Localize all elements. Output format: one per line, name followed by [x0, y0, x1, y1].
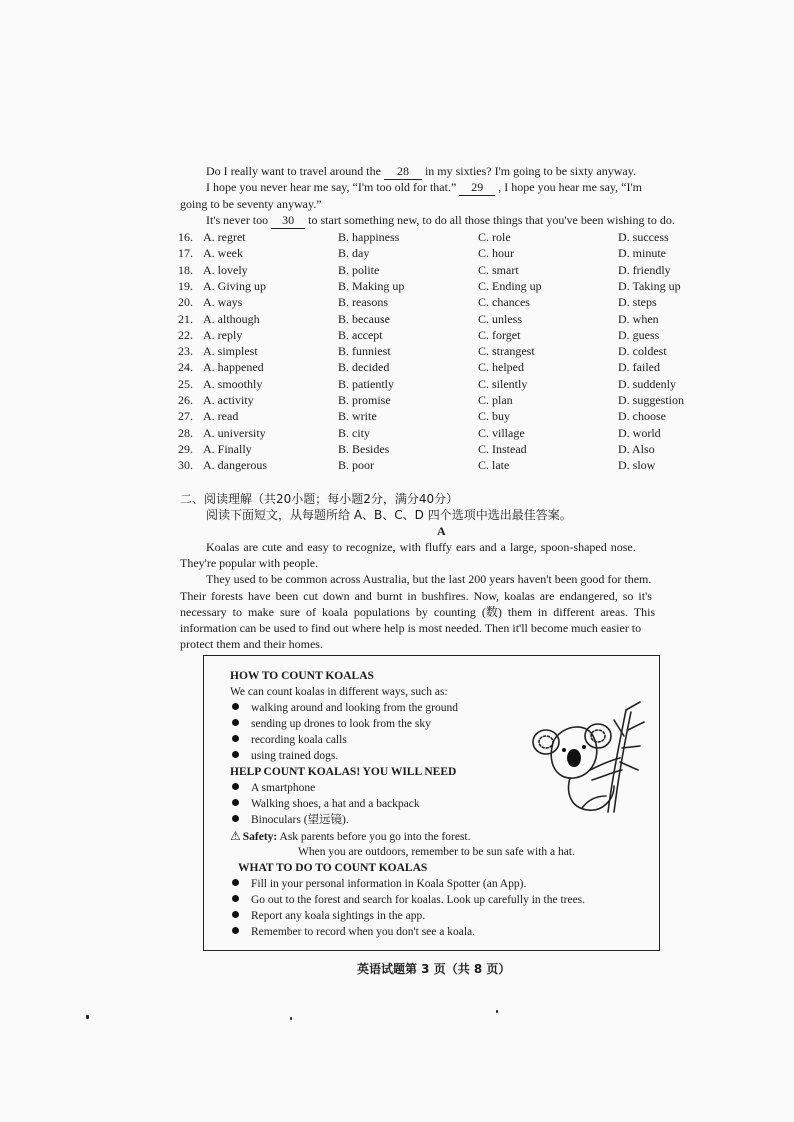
bullet-icon	[232, 911, 239, 918]
passage-line: protect them and their homes.	[180, 637, 323, 651]
option-c: C. chances	[478, 295, 530, 310]
option-c: C. smart	[478, 262, 519, 277]
option-d: D. choose	[618, 409, 666, 424]
passage-line: They used to be common across Australia, but the last 200 years haven't been good for them.	[206, 572, 652, 586]
option-d: D. friendly	[618, 262, 671, 277]
passage-line: Their forests have been cut down and burnt in bushfires. Now, koalas are endangered, so it's	[180, 589, 652, 603]
option-d: D. success	[618, 230, 669, 244]
option-b: B. day	[338, 246, 370, 261]
question-number: 18.	[178, 262, 193, 277]
bullet-icon	[232, 703, 239, 710]
question-number: 24.	[178, 360, 193, 375]
option-c: C. plan	[478, 393, 513, 407]
cloze-line-3: going to be seventy anyway.”	[180, 197, 322, 211]
option-a: A. reply	[203, 327, 243, 342]
option-d: D. Also	[618, 441, 655, 456]
option-row	[178, 294, 718, 310]
option-a: A. lovely	[203, 262, 248, 277]
option-b: B. write	[338, 409, 377, 424]
option-d: D. Taking up	[618, 278, 681, 293]
option-a: A. ways	[203, 295, 243, 310]
option-c: C. village	[478, 425, 525, 440]
blank-28: 28	[384, 163, 422, 180]
option-c: C. strangest	[478, 344, 535, 359]
option-b: B. city	[338, 425, 370, 440]
passage-line: information can be used to find out where help is most needed. Then it'll become much easier to	[180, 621, 642, 635]
question-number: 25.	[178, 376, 193, 391]
list-item: Remember to record when you don't see a koala.	[232, 924, 475, 940]
option-a: A. university	[203, 425, 266, 440]
page-footer: 英语试题第 3 页（共 8 页）	[357, 962, 511, 976]
option-a: A. Giving up	[203, 278, 266, 293]
option-row	[178, 408, 718, 424]
safety-note-2: When you are outdoors, remember to be sun safe with a hat.	[298, 846, 575, 858]
option-b: B. decided	[338, 360, 390, 375]
option-row	[178, 359, 718, 375]
option-row	[178, 376, 718, 392]
bullet-icon	[232, 719, 239, 726]
passage-label: A	[437, 524, 446, 538]
list-item: recording koala calls	[232, 732, 347, 748]
box-heading-how: HOW TO COUNT KOALAS	[230, 670, 374, 682]
option-row	[178, 311, 718, 327]
warning-icon: ⚠	[230, 829, 241, 843]
option-row	[178, 343, 718, 359]
bullet-icon	[232, 735, 239, 742]
option-b: B. poor	[338, 458, 374, 473]
bullet-icon	[232, 783, 239, 790]
option-c: C. hour	[478, 246, 514, 261]
list-item: A smartphone	[232, 780, 315, 796]
option-c: C. buy	[478, 409, 511, 424]
question-number: 28.	[178, 425, 193, 440]
section-instruction: 阅读下面短文，从每题所给 A、B、C、D 四个选项中选出最佳答案。	[206, 508, 572, 522]
bullet-icon	[232, 927, 239, 934]
list-item: sending up drones to look from the sky	[232, 716, 431, 732]
option-d: D. when	[618, 311, 659, 326]
blank-30: 30	[271, 212, 305, 229]
option-b: B. polite	[338, 262, 380, 277]
option-row	[178, 278, 718, 294]
bullet-icon	[232, 895, 239, 902]
cloze-text: , I hope you hear me say, “I'm	[498, 180, 642, 194]
question-number: 16.	[178, 230, 193, 244]
option-d: D. slow	[618, 458, 656, 473]
option-row	[178, 392, 718, 408]
option-d: D. suggestion	[618, 393, 684, 407]
list-item: Walking shoes, a hat and a backpack	[232, 796, 420, 812]
option-c: C. late	[478, 458, 510, 473]
option-row	[178, 327, 718, 343]
list-item: Go out to the forest and search for koalas. Look up carefully in the trees.	[232, 892, 585, 908]
option-row	[178, 457, 718, 473]
list-item: Fill in your personal information in Koala Spotter (an App).	[232, 876, 526, 892]
koala-illustration	[530, 700, 650, 815]
question-number: 27.	[178, 409, 193, 424]
question-number: 23.	[178, 344, 193, 359]
option-row	[178, 245, 718, 261]
safety-note: ⚠ Safety: Ask parents before you go into the forest.	[230, 829, 471, 843]
question-number: 22.	[178, 327, 193, 342]
cloze-text: Do I really want to travel around the	[206, 164, 381, 178]
option-d: D. suddenly	[618, 376, 676, 391]
option-b: B. promise	[338, 393, 391, 407]
question-number: 26.	[178, 393, 193, 407]
cloze-line-4	[206, 212, 675, 229]
bullet-icon	[232, 799, 239, 806]
option-b: B. happiness	[338, 230, 400, 244]
option-d: D. minute	[618, 246, 666, 261]
option-a: A. simplest	[203, 344, 258, 359]
question-number: 19.	[178, 278, 193, 293]
passage-line: Koalas are cute and easy to recognize, with fluffy ears and a large, spoon-shaped nose.	[206, 540, 636, 554]
scan-speck	[290, 1017, 292, 1020]
list-item: Report any koala sightings in the app.	[232, 908, 425, 924]
option-a: A. regret	[203, 230, 246, 244]
option-b: B. reasons	[338, 295, 388, 310]
list-item: walking around and looking from the ground	[232, 700, 458, 716]
bullet-icon	[232, 879, 239, 886]
bullet-icon	[232, 751, 239, 758]
blank-29: 29	[459, 179, 495, 196]
option-a: A. although	[203, 311, 260, 326]
box-heading-need: HELP COUNT KOALAS! YOU WILL NEED	[230, 766, 457, 778]
list-item: using trained dogs.	[232, 748, 338, 764]
option-c: C. Instead	[478, 441, 527, 456]
option-b: B. patiently	[338, 376, 394, 391]
box-intro: We can count koalas in different ways, such as:	[230, 686, 448, 698]
option-b: B. funniest	[338, 344, 391, 359]
option-c: C. role	[478, 230, 511, 244]
option-b: B. accept	[338, 327, 383, 342]
cloze-text: to start something new, to do all those things that you've been wishing to do.	[308, 213, 675, 227]
option-d: D. steps	[618, 295, 657, 310]
option-c: C. silently	[478, 376, 528, 391]
option-a: A. Finally	[203, 441, 252, 456]
option-a: A. read	[203, 409, 239, 424]
option-row	[178, 229, 718, 245]
option-d: D. world	[618, 425, 661, 440]
question-number: 20.	[178, 295, 193, 310]
option-b: B. because	[338, 311, 390, 326]
cloze-text: in my sixties? I'm going to be sixty anyway.	[424, 164, 636, 178]
bullet-icon	[232, 815, 239, 822]
scan-speck	[86, 1015, 89, 1019]
option-b: B. Besides	[338, 441, 390, 456]
option-row	[178, 262, 718, 278]
option-row	[178, 441, 718, 457]
cloze-line-2	[206, 179, 642, 196]
question-number: 17.	[178, 246, 193, 261]
scan-speck	[496, 1010, 498, 1013]
option-row	[178, 425, 718, 441]
question-number: 29.	[178, 441, 193, 456]
option-c: C. forget	[478, 327, 521, 342]
option-a: A. happened	[203, 360, 264, 375]
section-heading: 二、阅读理解（共20小题；每小题2分，满分40分）	[180, 492, 459, 506]
list-item: Binoculars (望远镜).	[232, 812, 349, 828]
option-d: D. guess	[618, 327, 660, 342]
option-d: D. coldest	[618, 344, 667, 359]
cloze-line-1	[206, 163, 636, 180]
cloze-text: It's never too	[206, 213, 269, 227]
option-a: A. activity	[203, 393, 254, 407]
option-d: D. failed	[618, 360, 660, 375]
question-number: 30.	[178, 458, 193, 473]
question-number: 21.	[178, 311, 193, 326]
cloze-text: I hope you never hear me say, “I'm too old for that.”	[206, 180, 457, 194]
option-a: A. smoothly	[203, 376, 263, 391]
option-a: A. week	[203, 246, 243, 261]
passage-line: They're popular with people.	[180, 556, 319, 570]
option-c: C. unless	[478, 311, 523, 326]
option-c: C. Ending up	[478, 278, 542, 293]
option-c: C. helped	[478, 360, 524, 375]
passage-line: necessary to make sure of koala populations by counting (数) them in different areas. This	[180, 605, 656, 619]
option-b: B. Making up	[338, 278, 405, 293]
option-a: A. dangerous	[203, 458, 267, 473]
box-heading-what: WHAT TO DO TO COUNT KOALAS	[238, 862, 428, 874]
